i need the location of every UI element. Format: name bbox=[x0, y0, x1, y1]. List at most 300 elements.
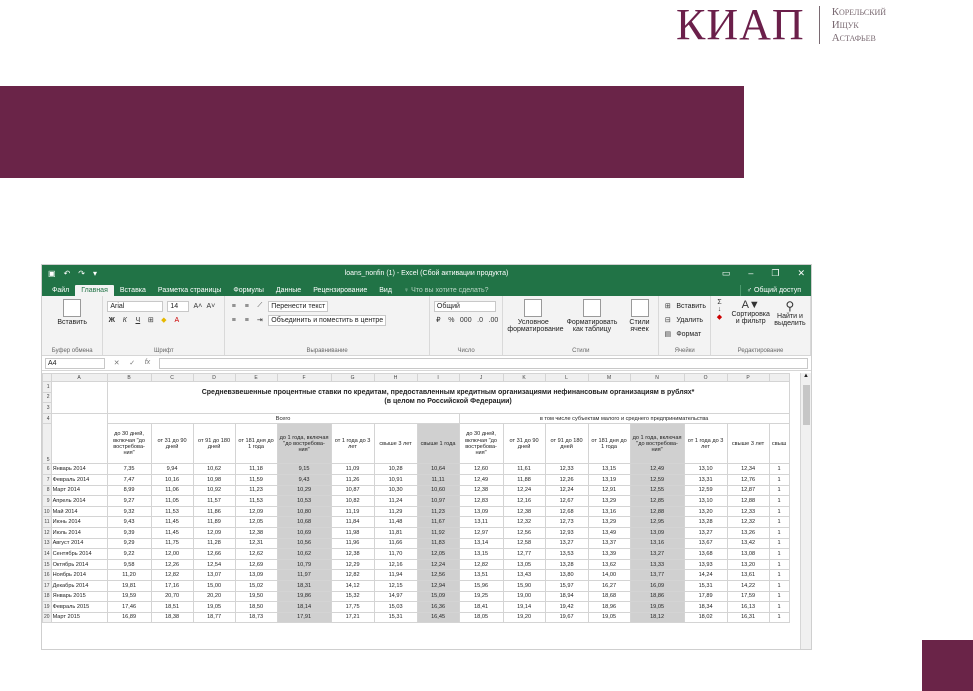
value-cell[interactable]: 19,86 bbox=[277, 591, 331, 602]
value-cell[interactable]: 12,60 bbox=[459, 464, 503, 475]
column-title[interactable]: до 1 года, включая "до востребова-ния" bbox=[630, 424, 684, 464]
value-cell[interactable]: 15,32 bbox=[331, 591, 374, 602]
value-cell[interactable]: 11,86 bbox=[193, 506, 235, 517]
row-header[interactable]: 6 bbox=[43, 464, 52, 475]
tab-home[interactable]: Главная bbox=[75, 285, 114, 296]
value-cell[interactable]: 9,43 bbox=[277, 474, 331, 485]
value-cell[interactable]: 13,26 bbox=[727, 527, 769, 538]
value-cell[interactable]: 14,97 bbox=[374, 591, 417, 602]
column-header[interactable] bbox=[769, 374, 789, 382]
format-cells-button[interactable] bbox=[663, 327, 706, 341]
value-cell[interactable]: 11,88 bbox=[503, 474, 545, 485]
value-cell[interactable]: 16,13 bbox=[727, 602, 769, 613]
value-cell[interactable]: 13,28 bbox=[545, 559, 588, 570]
value-cell[interactable]: 15,97 bbox=[545, 580, 588, 591]
value-cell[interactable]: 17,91 bbox=[277, 612, 331, 623]
select-all-corner[interactable] bbox=[43, 374, 52, 382]
font-size-select[interactable]: 14 bbox=[167, 301, 189, 312]
value-cell[interactable]: 11,96 bbox=[331, 538, 374, 549]
value-cell[interactable]: 12,09 bbox=[235, 506, 277, 517]
value-cell[interactable]: 12,33 bbox=[545, 464, 588, 475]
value-cell[interactable]: 18,73 bbox=[235, 612, 277, 623]
row-header[interactable]: 15 bbox=[43, 559, 52, 570]
value-cell[interactable]: 1 bbox=[769, 527, 789, 538]
value-cell[interactable]: 17,21 bbox=[331, 612, 374, 623]
column-title[interactable]: свыше 1 года bbox=[417, 424, 459, 464]
row-label-cell[interactable]: Январь 2014 bbox=[51, 464, 107, 475]
value-cell[interactable]: 12,77 bbox=[503, 549, 545, 560]
value-cell[interactable]: 12,05 bbox=[417, 549, 459, 560]
value-cell[interactable]: 18,68 bbox=[588, 591, 630, 602]
value-cell[interactable]: 16,31 bbox=[727, 612, 769, 623]
value-cell[interactable]: 10,68 bbox=[277, 517, 331, 528]
align-center-icon[interactable]: ≡ bbox=[244, 316, 249, 324]
value-cell[interactable]: 15,00 bbox=[193, 580, 235, 591]
value-cell[interactable]: 19,25 bbox=[459, 591, 503, 602]
value-cell[interactable]: 10,29 bbox=[277, 485, 331, 496]
value-cell[interactable]: 13,05 bbox=[503, 559, 545, 570]
value-cell[interactable]: 11,19 bbox=[331, 506, 374, 517]
share-button[interactable]: ♂ Общий доступ bbox=[740, 285, 807, 296]
value-cell[interactable]: 9,15 bbox=[277, 464, 331, 475]
column-header[interactable]: O bbox=[684, 374, 727, 382]
value-cell[interactable]: 11,66 bbox=[374, 538, 417, 549]
value-cell[interactable]: 11,84 bbox=[331, 517, 374, 528]
value-cell[interactable]: 12,93 bbox=[545, 527, 588, 538]
value-cell[interactable]: 10,69 bbox=[277, 527, 331, 538]
column-title[interactable]: от 31 до 90 дней bbox=[503, 424, 545, 464]
value-cell[interactable]: 12,82 bbox=[331, 570, 374, 581]
value-cell[interactable]: 10,91 bbox=[374, 474, 417, 485]
value-cell[interactable]: 17,75 bbox=[331, 602, 374, 613]
value-cell[interactable]: 11,98 bbox=[331, 527, 374, 538]
value-cell[interactable]: 12,49 bbox=[630, 464, 684, 475]
column-title[interactable]: от 1 года до 3 лет bbox=[684, 424, 727, 464]
value-cell[interactable]: 9,27 bbox=[107, 496, 151, 507]
undo-icon[interactable]: ↶ bbox=[63, 269, 71, 278]
value-cell[interactable]: 11,23 bbox=[235, 485, 277, 496]
row-label-cell[interactable]: Ноябрь 2014 bbox=[51, 570, 107, 581]
close-icon[interactable]: ✕ bbox=[797, 268, 805, 278]
sort-filter-button[interactable] bbox=[731, 299, 769, 352]
value-cell[interactable]: 10,62 bbox=[277, 549, 331, 560]
value-cell[interactable]: 18,41 bbox=[459, 602, 503, 613]
value-cell[interactable]: 12,32 bbox=[727, 517, 769, 528]
row-header[interactable]: 14 bbox=[43, 549, 52, 560]
value-cell[interactable]: 11,20 bbox=[107, 570, 151, 581]
cell[interactable] bbox=[51, 382, 107, 414]
value-cell[interactable]: 18,77 bbox=[193, 612, 235, 623]
value-cell[interactable]: 12,88 bbox=[630, 506, 684, 517]
value-cell[interactable]: 12,15 bbox=[374, 580, 417, 591]
value-cell[interactable]: 13,20 bbox=[727, 559, 769, 570]
decrease-decimal-icon[interactable]: .00 bbox=[488, 316, 499, 324]
value-cell[interactable]: 18,14 bbox=[277, 602, 331, 613]
underline-icon[interactable]: Ч bbox=[135, 316, 141, 324]
column-title[interactable]: от 91 до 180 дней bbox=[545, 424, 588, 464]
align-left-icon[interactable]: ≡ bbox=[231, 316, 236, 324]
value-cell[interactable]: 13,93 bbox=[684, 559, 727, 570]
row-label-cell[interactable]: Декабрь 2014 bbox=[51, 580, 107, 591]
value-cell[interactable]: 13,27 bbox=[684, 527, 727, 538]
value-cell[interactable]: 9,22 bbox=[107, 549, 151, 560]
value-cell[interactable]: 13,33 bbox=[630, 559, 684, 570]
value-cell[interactable]: 1 bbox=[769, 591, 789, 602]
row-header[interactable]: 13 bbox=[43, 538, 52, 549]
redo-icon[interactable]: ↷ bbox=[78, 269, 85, 278]
value-cell[interactable]: 15,09 bbox=[417, 591, 459, 602]
currency-icon[interactable]: ₽ bbox=[436, 317, 441, 324]
value-cell[interactable]: 10,60 bbox=[417, 485, 459, 496]
value-cell[interactable]: 12,32 bbox=[503, 517, 545, 528]
row-label-cell[interactable]: Август 2014 bbox=[51, 538, 107, 549]
value-cell[interactable]: 12,00 bbox=[151, 549, 193, 560]
value-cell[interactable]: 13,39 bbox=[588, 549, 630, 560]
row-header[interactable]: 12 bbox=[43, 527, 52, 538]
value-cell[interactable]: 12,16 bbox=[374, 559, 417, 570]
group-header-sme[interactable]: в том числе субъектам малого и среднего предпринимательства bbox=[459, 413, 789, 424]
thousands-icon[interactable]: 000 bbox=[459, 316, 472, 324]
value-cell[interactable]: 12,24 bbox=[503, 485, 545, 496]
value-cell[interactable]: 1 bbox=[769, 549, 789, 560]
value-cell[interactable]: 1 bbox=[769, 496, 789, 507]
value-cell[interactable]: 10,16 bbox=[151, 474, 193, 485]
value-cell[interactable]: 10,30 bbox=[374, 485, 417, 496]
wrap-text-button[interactable]: Перенести текст bbox=[268, 301, 328, 312]
value-cell[interactable]: 13,14 bbox=[459, 538, 503, 549]
borders-icon[interactable]: ⊞ bbox=[147, 317, 154, 324]
row-header[interactable]: 16 bbox=[43, 570, 52, 581]
value-cell[interactable]: 12,16 bbox=[503, 496, 545, 507]
value-cell[interactable]: 13,42 bbox=[727, 538, 769, 549]
value-cell[interactable]: 13,37 bbox=[588, 538, 630, 549]
tab-page-layout[interactable]: Разметка страницы bbox=[157, 287, 222, 294]
tab-view[interactable]: Вид bbox=[379, 287, 392, 294]
value-cell[interactable]: 13,67 bbox=[684, 538, 727, 549]
value-cell[interactable]: 11,24 bbox=[374, 496, 417, 507]
value-cell[interactable]: 11,23 bbox=[417, 506, 459, 517]
value-cell[interactable]: 17,89 bbox=[684, 591, 727, 602]
column-header[interactable]: E bbox=[235, 374, 277, 382]
value-cell[interactable]: 19,50 bbox=[235, 591, 277, 602]
value-cell[interactable]: 11,83 bbox=[417, 538, 459, 549]
autosum-icon[interactable]: Σ bbox=[717, 299, 722, 306]
row-header[interactable]: 8 bbox=[43, 485, 52, 496]
value-cell[interactable]: 1 bbox=[769, 506, 789, 517]
tab-insert[interactable]: Вставка bbox=[119, 287, 146, 294]
value-cell[interactable]: 15,02 bbox=[235, 580, 277, 591]
value-cell[interactable]: 10,98 bbox=[193, 474, 235, 485]
clear-icon[interactable]: ◆ bbox=[716, 314, 723, 321]
value-cell[interactable]: 13,77 bbox=[630, 570, 684, 581]
value-cell[interactable]: 13,62 bbox=[588, 559, 630, 570]
italic-icon[interactable]: К bbox=[122, 316, 127, 324]
value-cell[interactable]: 13,09 bbox=[235, 570, 277, 581]
row-label-cell[interactable]: Сентябрь 2014 bbox=[51, 549, 107, 560]
value-cell[interactable]: 7,47 bbox=[107, 474, 151, 485]
row-header[interactable]: 10 bbox=[43, 506, 52, 517]
value-cell[interactable]: 12,85 bbox=[630, 496, 684, 507]
value-cell[interactable]: 13,51 bbox=[459, 570, 503, 581]
paste-button[interactable]: Вставить bbox=[57, 319, 87, 326]
vertical-scrollbar[interactable] bbox=[800, 373, 811, 650]
value-cell[interactable]: 12,97 bbox=[459, 527, 503, 538]
column-title[interactable]: от 181 дня до 1 года bbox=[588, 424, 630, 464]
value-cell[interactable]: 12,83 bbox=[459, 496, 503, 507]
value-cell[interactable]: 12,73 bbox=[545, 517, 588, 528]
value-cell[interactable]: 16,36 bbox=[417, 602, 459, 613]
value-cell[interactable]: 15,31 bbox=[684, 580, 727, 591]
value-cell[interactable]: 19,14 bbox=[503, 602, 545, 613]
value-cell[interactable]: 10,28 bbox=[374, 464, 417, 475]
value-cell[interactable]: 19,00 bbox=[503, 591, 545, 602]
value-cell[interactable]: 13,10 bbox=[684, 464, 727, 475]
value-cell[interactable]: 11,61 bbox=[503, 464, 545, 475]
row-header[interactable]: 11 bbox=[43, 517, 52, 528]
row-label-cell[interactable]: Март 2015 bbox=[51, 612, 107, 623]
value-cell[interactable]: 11,28 bbox=[193, 538, 235, 549]
value-cell[interactable]: 12,09 bbox=[193, 527, 235, 538]
value-cell[interactable]: 10,92 bbox=[193, 485, 235, 496]
value-cell[interactable]: 16,09 bbox=[630, 580, 684, 591]
value-cell[interactable]: 19,67 bbox=[545, 612, 588, 623]
value-cell[interactable]: 11,97 bbox=[277, 570, 331, 581]
value-cell[interactable]: 14,24 bbox=[684, 570, 727, 581]
value-cell[interactable]: 18,86 bbox=[630, 591, 684, 602]
row-header[interactable]: 19 bbox=[43, 602, 52, 613]
value-cell[interactable]: 12,29 bbox=[331, 559, 374, 570]
value-cell[interactable]: 18,96 bbox=[588, 602, 630, 613]
value-cell[interactable]: 12,68 bbox=[545, 506, 588, 517]
worksheet-grid[interactable] bbox=[42, 373, 802, 650]
column-title[interactable]: от 91 до 180 дней bbox=[193, 424, 235, 464]
value-cell[interactable]: 11,70 bbox=[374, 549, 417, 560]
value-cell[interactable]: 11,67 bbox=[417, 517, 459, 528]
value-cell[interactable]: 1 bbox=[769, 602, 789, 613]
value-cell[interactable]: 15,96 bbox=[459, 580, 503, 591]
customize-icon[interactable]: ▾ bbox=[92, 269, 97, 278]
value-cell[interactable]: 12,38 bbox=[459, 485, 503, 496]
value-cell[interactable]: 16,89 bbox=[107, 612, 151, 623]
fill-icon[interactable]: ↓ bbox=[717, 306, 722, 313]
row-header[interactable]: 17 bbox=[43, 580, 52, 591]
row-header[interactable]: 3 bbox=[43, 403, 52, 414]
value-cell[interactable]: 13,15 bbox=[588, 464, 630, 475]
value-cell[interactable]: 12,24 bbox=[545, 485, 588, 496]
value-cell[interactable]: 18,34 bbox=[684, 602, 727, 613]
value-cell[interactable]: 1 bbox=[769, 559, 789, 570]
tab-review[interactable]: Рецензирование bbox=[313, 287, 368, 294]
value-cell[interactable]: 12,56 bbox=[503, 527, 545, 538]
value-cell[interactable]: 13,43 bbox=[503, 570, 545, 581]
column-title[interactable]: свыше 3 лет bbox=[727, 424, 769, 464]
value-cell[interactable]: 13,49 bbox=[588, 527, 630, 538]
percent-icon[interactable]: % bbox=[448, 316, 455, 324]
value-cell[interactable]: 12,58 bbox=[503, 538, 545, 549]
format-table-button[interactable] bbox=[563, 299, 620, 333]
shrink-font-icon[interactable]: A˅ bbox=[206, 302, 216, 310]
value-cell[interactable]: 10,97 bbox=[417, 496, 459, 507]
value-cell[interactable]: 18,50 bbox=[235, 602, 277, 613]
value-cell[interactable]: 13,20 bbox=[684, 506, 727, 517]
value-cell[interactable]: 11,53 bbox=[151, 506, 193, 517]
indent-icon[interactable]: ⇥ bbox=[256, 317, 263, 324]
column-title[interactable]: до 1 года, включая "до востребова-ния" bbox=[277, 424, 331, 464]
value-cell[interactable]: 19,05 bbox=[630, 602, 684, 613]
fill-color-icon[interactable]: ◆ bbox=[161, 317, 167, 324]
minimize-icon[interactable]: – bbox=[748, 268, 754, 278]
value-cell[interactable]: 13,29 bbox=[588, 517, 630, 528]
value-cell[interactable]: 13,31 bbox=[684, 474, 727, 485]
value-cell[interactable]: 10,64 bbox=[417, 464, 459, 475]
cancel-icon[interactable]: ✕ bbox=[113, 360, 120, 367]
value-cell[interactable]: 19,59 bbox=[107, 591, 151, 602]
column-header[interactable]: G bbox=[331, 374, 374, 382]
value-cell[interactable]: 13,61 bbox=[727, 570, 769, 581]
column-header[interactable]: J bbox=[459, 374, 503, 382]
column-title[interactable]: свыше 3 лет bbox=[374, 424, 417, 464]
scroll-up-icon[interactable]: ▲ bbox=[803, 373, 809, 379]
value-cell[interactable]: 12,33 bbox=[727, 506, 769, 517]
bold-icon[interactable]: Ж bbox=[108, 316, 115, 324]
column-title[interactable]: до 30 дней, включая "до востребова-ния" bbox=[107, 424, 151, 464]
value-cell[interactable]: 1 bbox=[769, 474, 789, 485]
value-cell[interactable]: 14,00 bbox=[588, 570, 630, 581]
cell-styles-button[interactable] bbox=[625, 299, 655, 333]
row-label-cell[interactable]: Май 2014 bbox=[51, 506, 107, 517]
value-cell[interactable]: 10,87 bbox=[331, 485, 374, 496]
value-cell[interactable]: 18,02 bbox=[684, 612, 727, 623]
row-label-cell[interactable]: Октябрь 2014 bbox=[51, 559, 107, 570]
value-cell[interactable]: 18,05 bbox=[459, 612, 503, 623]
column-header[interactable]: H bbox=[374, 374, 417, 382]
value-cell[interactable]: 10,53 bbox=[277, 496, 331, 507]
value-cell[interactable]: 17,46 bbox=[107, 602, 151, 613]
value-cell[interactable]: 13,16 bbox=[588, 506, 630, 517]
value-cell[interactable]: 7,35 bbox=[107, 464, 151, 475]
value-cell[interactable]: 12,59 bbox=[684, 485, 727, 496]
name-box[interactable]: A4 bbox=[45, 358, 105, 369]
value-cell[interactable]: 11,45 bbox=[151, 527, 193, 538]
value-cell[interactable]: 13,08 bbox=[727, 549, 769, 560]
value-cell[interactable]: 12,69 bbox=[235, 559, 277, 570]
column-title[interactable]: от 31 до 90 дней bbox=[151, 424, 193, 464]
value-cell[interactable]: 10,62 bbox=[193, 464, 235, 475]
column-title[interactable]: до 30 дней, включая "до востребова-ния" bbox=[459, 424, 503, 464]
value-cell[interactable]: 12,94 bbox=[417, 580, 459, 591]
value-cell[interactable]: 11,05 bbox=[151, 496, 193, 507]
value-cell[interactable]: 11,81 bbox=[374, 527, 417, 538]
value-cell[interactable]: 14,22 bbox=[727, 580, 769, 591]
restore-icon[interactable]: ❐ bbox=[771, 268, 780, 278]
value-cell[interactable]: 16,45 bbox=[417, 612, 459, 623]
value-cell[interactable]: 13,80 bbox=[545, 570, 588, 581]
column-header[interactable]: K bbox=[503, 374, 545, 382]
tell-me-search[interactable]: ♀ Что вы хотите сделать? bbox=[403, 287, 489, 294]
value-cell[interactable]: 13,15 bbox=[459, 549, 503, 560]
value-cell[interactable]: 15,90 bbox=[503, 580, 545, 591]
value-cell[interactable]: 12,55 bbox=[630, 485, 684, 496]
column-header[interactable]: D bbox=[193, 374, 235, 382]
column-header[interactable]: P bbox=[727, 374, 769, 382]
row-header[interactable]: 20 bbox=[43, 612, 52, 623]
value-cell[interactable]: 1 bbox=[769, 580, 789, 591]
value-cell[interactable]: 12,62 bbox=[235, 549, 277, 560]
value-cell[interactable]: 15,03 bbox=[374, 602, 417, 613]
value-cell[interactable]: 10,79 bbox=[277, 559, 331, 570]
row-header[interactable]: 18 bbox=[43, 591, 52, 602]
value-cell[interactable]: 11,92 bbox=[417, 527, 459, 538]
value-cell[interactable]: 10,82 bbox=[331, 496, 374, 507]
value-cell[interactable]: 12,26 bbox=[151, 559, 193, 570]
value-cell[interactable]: 12,67 bbox=[545, 496, 588, 507]
enter-icon[interactable]: ✓ bbox=[129, 360, 136, 367]
delete-cells-button[interactable] bbox=[663, 313, 706, 327]
value-cell[interactable]: 11,06 bbox=[151, 485, 193, 496]
row-label-cell[interactable]: Июнь 2014 bbox=[51, 517, 107, 528]
value-cell[interactable]: 12,91 bbox=[588, 485, 630, 496]
value-cell[interactable]: 12,82 bbox=[151, 570, 193, 581]
value-cell[interactable]: 18,94 bbox=[545, 591, 588, 602]
value-cell[interactable]: 11,26 bbox=[331, 474, 374, 485]
value-cell[interactable]: 11,53 bbox=[235, 496, 277, 507]
value-cell[interactable]: 12,76 bbox=[727, 474, 769, 485]
sheet-title-cell[interactable] bbox=[107, 382, 789, 414]
column-header[interactable]: C bbox=[151, 374, 193, 382]
orientation-icon[interactable]: ⟋ bbox=[257, 302, 263, 309]
value-cell[interactable]: 13,29 bbox=[588, 496, 630, 507]
value-cell[interactable]: 18,12 bbox=[630, 612, 684, 623]
value-cell[interactable]: 12,87 bbox=[727, 485, 769, 496]
column-header[interactable]: L bbox=[545, 374, 588, 382]
column-title[interactable]: от 181 дня до 1 года bbox=[235, 424, 277, 464]
conditional-format-button[interactable] bbox=[507, 299, 564, 333]
insert-function-icon[interactable]: fx bbox=[144, 359, 151, 366]
value-cell[interactable]: 15,31 bbox=[374, 612, 417, 623]
value-cell[interactable]: 13,09 bbox=[630, 527, 684, 538]
value-cell[interactable]: 11,45 bbox=[151, 517, 193, 528]
value-cell[interactable]: 11,94 bbox=[374, 570, 417, 581]
value-cell[interactable]: 19,81 bbox=[107, 580, 151, 591]
cell[interactable] bbox=[51, 413, 107, 464]
row-header[interactable]: 2 bbox=[43, 392, 52, 403]
paste-icon[interactable] bbox=[63, 299, 81, 317]
column-title[interactable]: свыш bbox=[769, 424, 789, 464]
value-cell[interactable]: 1 bbox=[769, 612, 789, 623]
value-cell[interactable]: 11,57 bbox=[193, 496, 235, 507]
column-header[interactable]: I bbox=[417, 374, 459, 382]
value-cell[interactable]: 11,89 bbox=[193, 517, 235, 528]
value-cell[interactable]: 19,20 bbox=[503, 612, 545, 623]
font-color-icon[interactable]: A bbox=[174, 316, 180, 324]
value-cell[interactable]: 12,66 bbox=[193, 549, 235, 560]
value-cell[interactable]: 12,38 bbox=[503, 506, 545, 517]
value-cell[interactable]: 13,07 bbox=[193, 570, 235, 581]
value-cell[interactable]: 12,54 bbox=[193, 559, 235, 570]
tab-file[interactable]: Файл bbox=[52, 287, 70, 294]
value-cell[interactable]: 12,31 bbox=[235, 538, 277, 549]
value-cell[interactable]: 9,29 bbox=[107, 538, 151, 549]
row-label-cell[interactable]: Апрель 2014 bbox=[51, 496, 107, 507]
value-cell[interactable]: 13,28 bbox=[684, 517, 727, 528]
column-header[interactable]: A bbox=[51, 374, 107, 382]
value-cell[interactable]: 14,12 bbox=[331, 580, 374, 591]
value-cell[interactable]: 8,99 bbox=[107, 485, 151, 496]
tab-data[interactable]: Данные bbox=[275, 287, 302, 294]
column-header[interactable]: M bbox=[588, 374, 630, 382]
value-cell[interactable]: 18,31 bbox=[277, 580, 331, 591]
insert-cells-button[interactable] bbox=[663, 299, 706, 313]
